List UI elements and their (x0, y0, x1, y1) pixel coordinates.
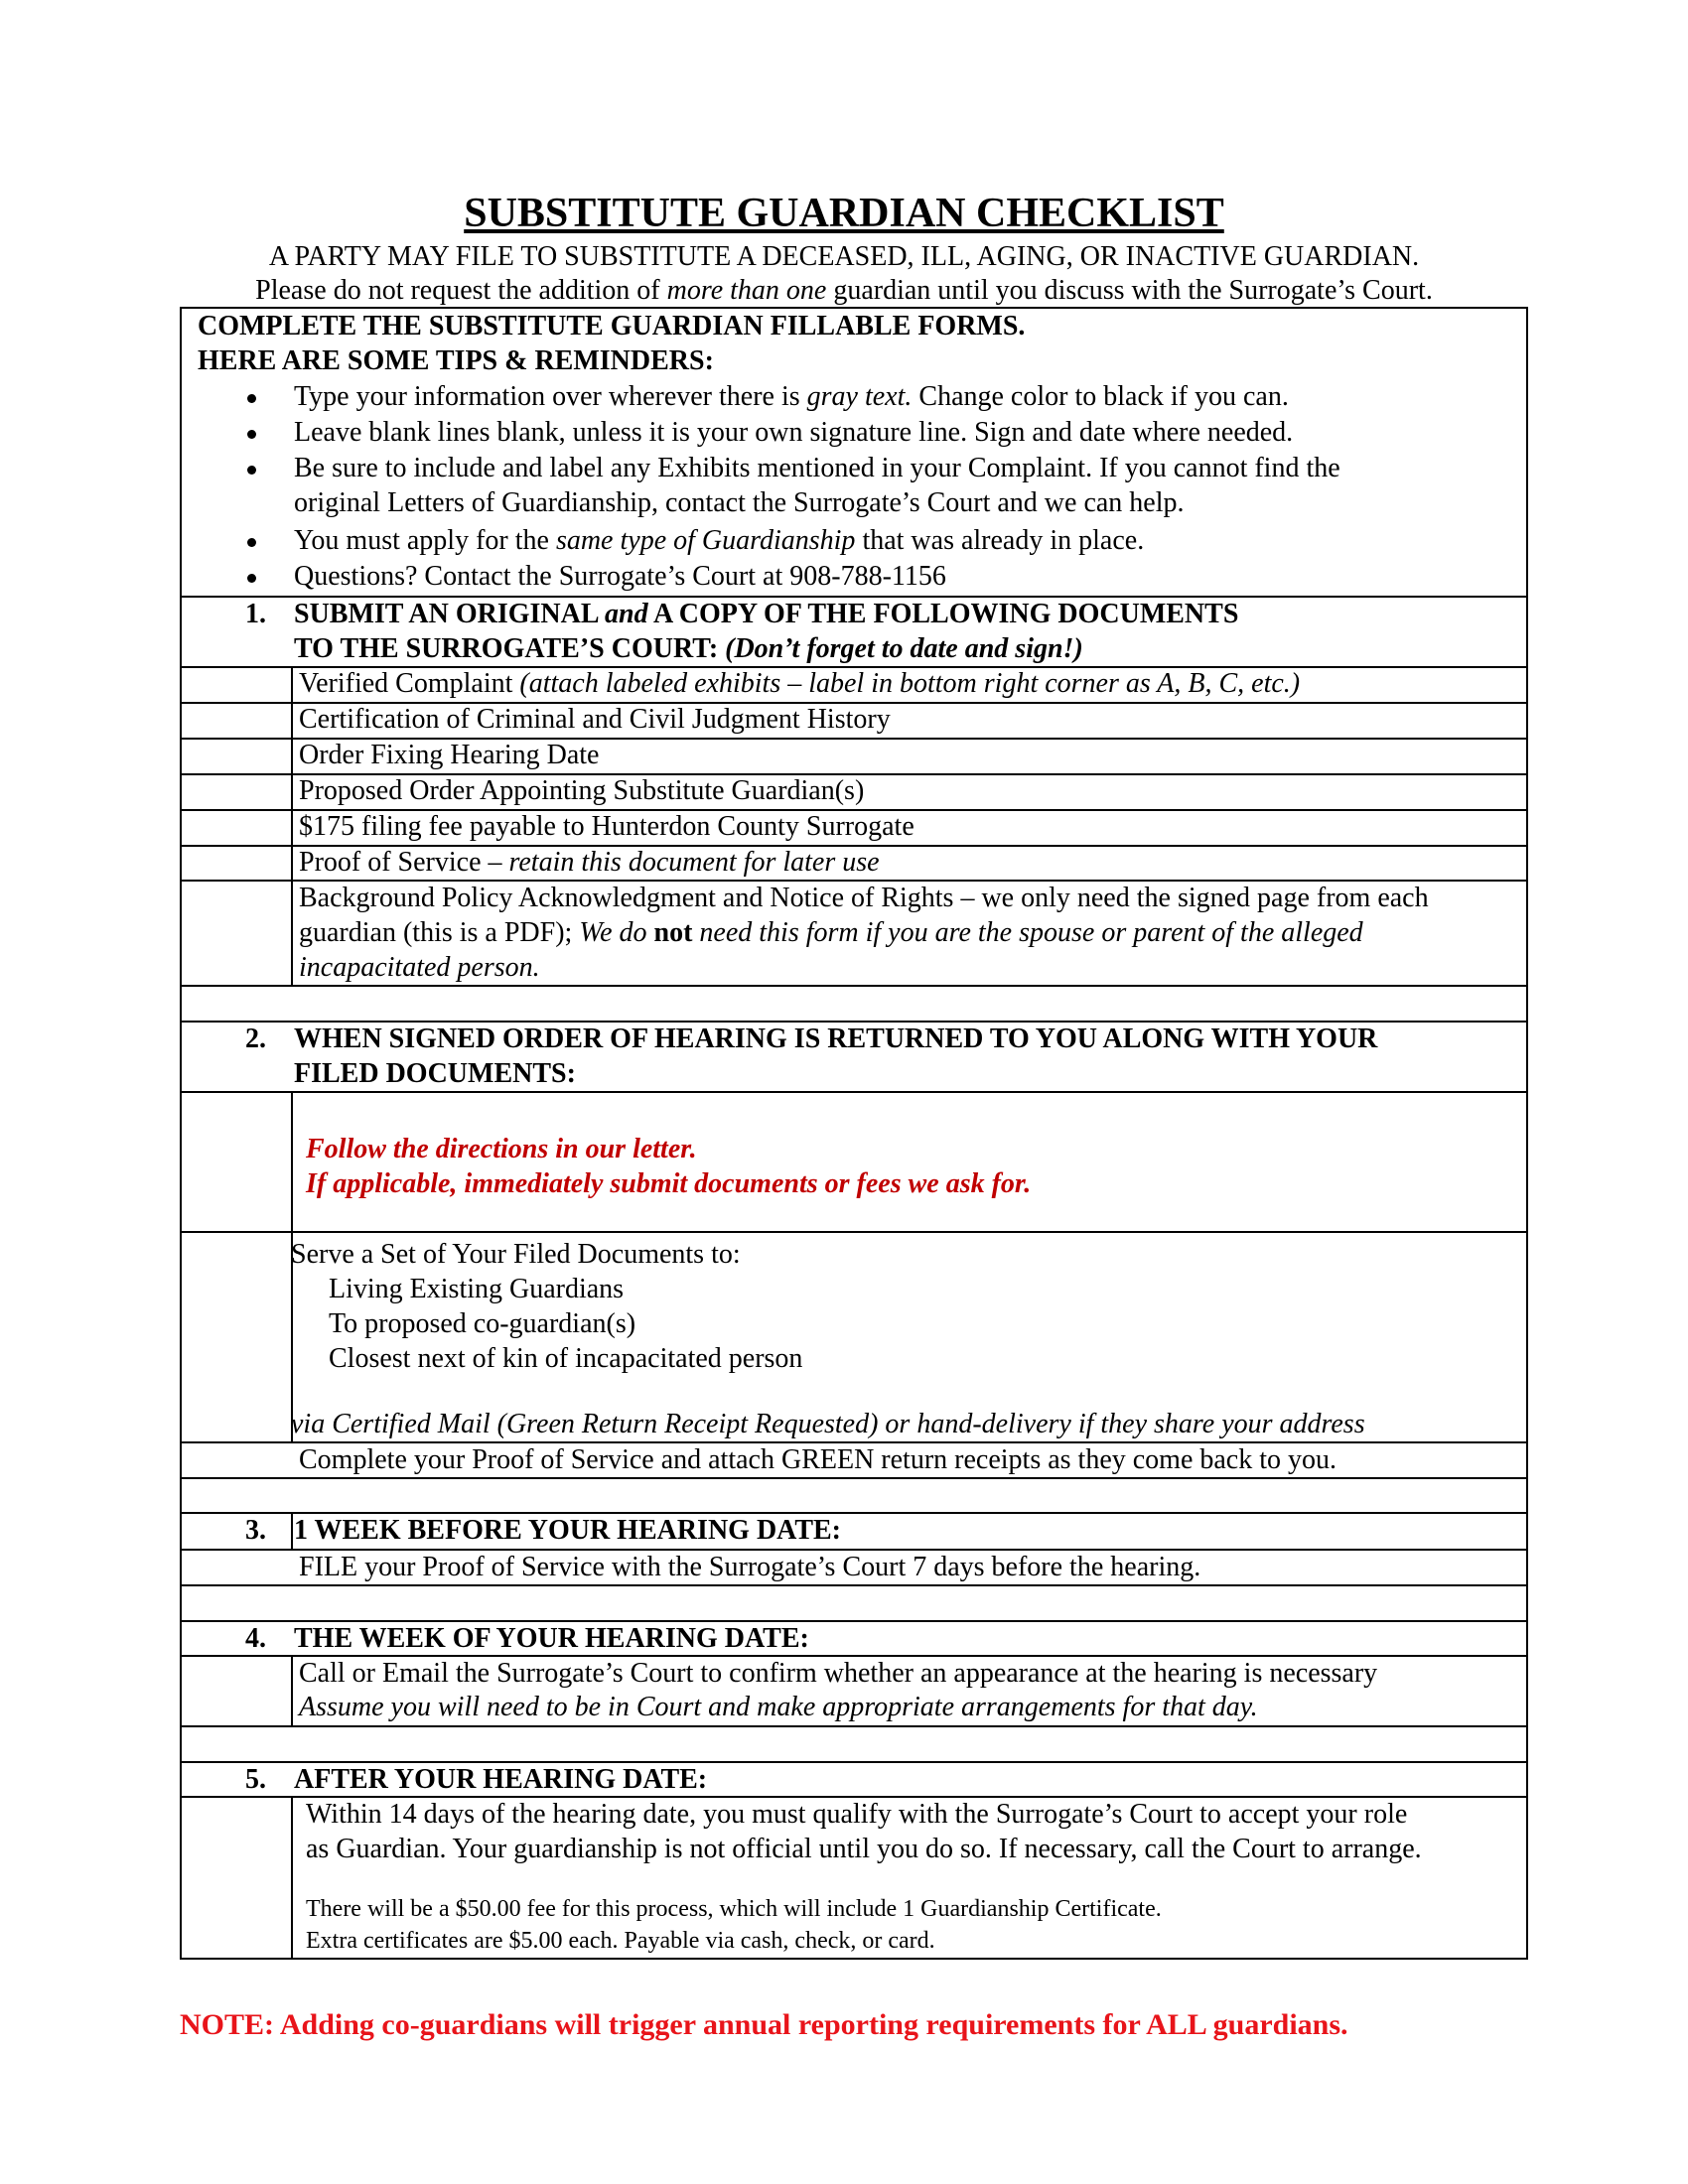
checklist-item-certification: Certification of Criminal and Civil Judgment History (299, 704, 891, 735)
checklist-table (180, 307, 1528, 1960)
bullet-icon (247, 538, 256, 547)
row-divider (182, 1725, 1526, 1727)
co-guardian-note: NOTE: Adding co-guardians will trigger annual reporting requirements for ALL guardians. (180, 2008, 1348, 2041)
row-divider (182, 1584, 1526, 1586)
serve-recipient-2: To proposed co-guardian(s) (329, 1308, 636, 1339)
tip-4 (294, 523, 1144, 558)
checklist-item-filing-fee: $175 filing fee payable to Hunterdon County Surrogate (299, 811, 914, 842)
qualify-line-1: Within 14 days of the hearing date, you must qualify with the Surrogate’s Court to accept your role (306, 1799, 1408, 1830)
tips-heading-1: COMPLETE THE SUBSTITUTE GUARDIAN FILLABLE FORMS. (198, 311, 1026, 341)
checklist-item-verified-complaint (299, 666, 1300, 701)
tip-4-em: same type of Guardianship (555, 525, 856, 556)
checklist-item-background-policy-line-1: Background Policy Acknowledgment and Notice of Rights – we only need the signed page from each (299, 883, 1429, 913)
section-5-number: 5. (245, 1764, 266, 1795)
item-background-em2: need this form if you are the spouse or parent of the alleged (692, 917, 1363, 948)
fee-line-1: There will be a $50.00 fee for this process, which will include 1 Guardianship Certificate. (306, 1896, 1162, 1922)
serve-heading: Serve a Set of Your Filed Documents to: (291, 1239, 741, 1270)
item-background-em1: We do (579, 917, 654, 948)
subtitle: A PARTY MAY FILE TO SUBSTITUTE A DECEASED, ILL, AGING, OR INACTIVE GUARDIAN. (268, 241, 1420, 272)
column-divider (291, 666, 293, 985)
tip-4-post: that was already in place. (855, 525, 1145, 556)
tip-5: Questions? Contact the Surrogate’s Court at 908-788-1156 (294, 561, 946, 592)
tips-heading-2: HERE ARE SOME TIPS & REMINDERS: (198, 345, 714, 376)
checklist-item-complete-proof: Complete your Proof of Service and attach GREEN return receipts as they come back to you. (299, 1444, 1337, 1475)
request-note-pre: Please do not request the addition of (255, 275, 667, 306)
directions-notice: Follow the directions in our letter. (306, 1134, 697, 1164)
column-divider (291, 1512, 293, 1549)
section-5-heading: AFTER YOUR HEARING DATE: (294, 1764, 708, 1795)
request-note-post: guardian until you discuss with the Surrogate’s Court. (826, 275, 1433, 306)
tip-3-line-2: original Letters of Guardianship, contact the Surrogate’s Court and we can help. (294, 487, 1185, 518)
section-3-heading: 1 WEEK BEFORE YOUR HEARING DATE: (294, 1515, 841, 1546)
tip-1 (294, 379, 1289, 414)
section-1-heading-and: and (605, 599, 648, 629)
qualify-line-2: as Guardian. Your guardianship is not official until you do so. If necessary, call the Court to arrange. (306, 1834, 1422, 1864)
row-divider (182, 1477, 1526, 1479)
request-note (0, 274, 1688, 308)
tip-4-pre: You must apply for the (294, 525, 556, 556)
section-1-heading-a: SUBMIT AN ORIGINAL (294, 599, 606, 629)
submit-fees-notice: If applicable, immediately submit documents or fees we ask for. (306, 1168, 1032, 1199)
section-2-number: 2. (245, 1024, 266, 1054)
section-2-heading-1: WHEN SIGNED ORDER OF HEARING IS RETURNED TO YOU ALONG WITH YOUR (294, 1024, 1378, 1054)
serve-delivery-method: via Certified Mail (Green Return Receipt Requested) or hand-delivery if they share your address (291, 1409, 1365, 1439)
page-title: SUBSTITUTE GUARDIAN CHECKLIST (464, 191, 1224, 236)
section-1-heading-2-a: TO THE SURROGATE’S COURT: (294, 633, 726, 664)
tip-1-pre: Type your information over wherever there is (294, 381, 807, 412)
section-1-heading-b: A COPY OF THE FOLLOWING DOCUMENTS (647, 599, 1239, 629)
tip-1-post: Change color to black if you can. (912, 381, 1289, 412)
section-1-number: 1. (245, 599, 266, 629)
section-3-number: 3. (245, 1515, 266, 1546)
checklist-item-proof-of-service (299, 845, 880, 880)
item-verified-complaint-note: (attach labeled exhibits – label in bottom right corner as A, B, C, etc.) (519, 668, 1301, 699)
item-background-not: not (653, 917, 693, 948)
section-1-heading-2-em: (Don’t forget to date and sign!) (725, 633, 1083, 664)
checklist-item-file-proof: FILE your Proof of Service with the Surrogate’s Court 7 days before the hearing. (299, 1552, 1201, 1582)
section-2-heading-2: FILED DOCUMENTS: (294, 1058, 576, 1089)
bullet-icon (247, 466, 256, 475)
fee-line-2: Extra certificates are $5.00 each. Payable via cash, check, or card. (306, 1928, 935, 1954)
section-1-heading-2 (294, 631, 1083, 666)
item-proof-label: Proof of Service – (299, 847, 509, 878)
item-background-pre: guardian (this is a PDF); (299, 917, 580, 948)
bullet-icon (247, 430, 256, 439)
row-divider (182, 985, 1526, 987)
bullet-icon (247, 394, 256, 403)
column-divider (291, 1796, 293, 1960)
section-1-heading (294, 597, 1238, 631)
checklist-item-proposed-order: Proposed Order Appointing Substitute Guardian(s) (299, 775, 865, 806)
column-divider (291, 1655, 293, 1725)
checklist-item-background-policy-line-3: incapacitated person. (299, 952, 540, 983)
bullet-icon (247, 574, 256, 583)
checklist-item-order-fixing-hearing: Order Fixing Hearing Date (299, 740, 600, 770)
item-proof-note: retain this document for later use (508, 847, 880, 878)
row-divider (182, 1231, 1526, 1233)
checklist-item-call-court: Call or Email the Surrogate’s Court to confirm whether an appearance at the hearing is necessary (299, 1658, 1378, 1689)
checklist-item-assume-court: Assume you will need to be in Court and make appropriate arrangements for that day. (299, 1692, 1258, 1722)
tip-1-em: gray text. (806, 381, 913, 412)
checklist-item-background-policy-line-2 (299, 915, 1363, 950)
serve-recipient-3: Closest next of kin of incapacitated person (329, 1343, 803, 1374)
request-note-em: more than one (666, 275, 827, 306)
item-verified-complaint-label: Verified Complaint (299, 668, 520, 699)
section-4-heading: THE WEEK OF YOUR HEARING DATE: (294, 1623, 809, 1654)
section-4-number: 4. (245, 1623, 266, 1654)
tip-2: Leave blank lines blank, unless it is your own signature line. Sign and date where needed. (294, 417, 1294, 448)
tip-3-line-1: Be sure to include and label any Exhibits mentioned in your Complaint. If you cannot find the (294, 453, 1340, 483)
row-divider (182, 1091, 1526, 1093)
serve-recipient-1: Living Existing Guardians (329, 1274, 625, 1304)
